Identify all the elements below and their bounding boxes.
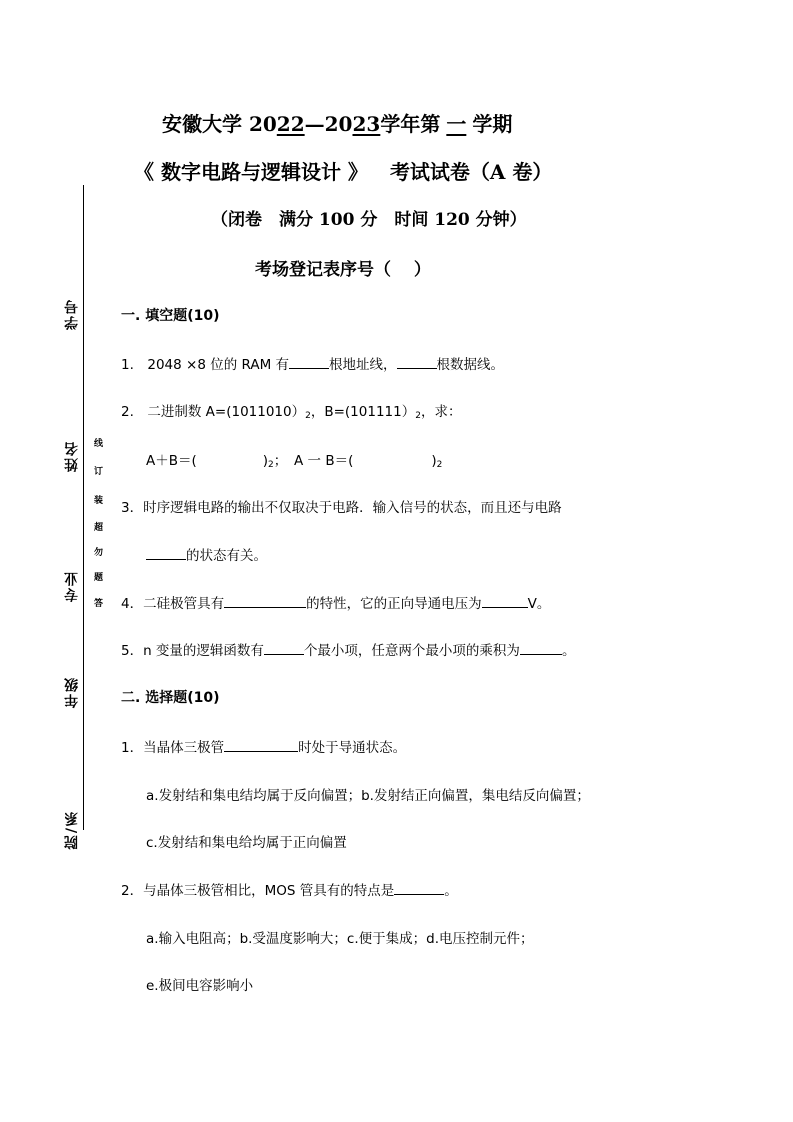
margin-department: 院/系: [64, 810, 80, 850]
question-2: 2. 二进制数 $A=(1011010)_2$，$B=(101111)_2$，求：: [121, 404, 462, 421]
margin-student-id: 学号: [64, 298, 80, 330]
margin-major: 专业: [64, 570, 80, 602]
section-choice-title: 二. 选择题(10): [121, 690, 220, 706]
question-1: 1. 2048 ×8 位的 RAM 有 根地址线， 根数据线。: [121, 353, 504, 373]
choice-question-1: 1．当晶体三极管 时处于导通状态。: [121, 736, 406, 756]
margin-note-char: 线: [94, 439, 104, 449]
question-3: 3．时序逻辑电路的输出不仅取决于电路．输入信号的状态，而且还与电路: [121, 500, 562, 516]
margin-note-char: 勿: [94, 548, 104, 558]
register-number: 考场登记表序号（ ）: [255, 260, 431, 280]
question-3-cont: 的状态有关。: [146, 544, 267, 564]
exam-subtitle: （闭卷 满分 100 分 时间 120 分钟）: [211, 210, 527, 230]
header-line1: 安徽大学 2022—2023学年第 一 学期: [162, 112, 513, 136]
choice-question-2: 2．与晶体三极管相比，MOS 管具有的特点是 。: [121, 879, 458, 899]
question-5: 5．n 变量的逻辑函数有 个最小项，任意两个最小项的乘积为 。: [121, 639, 575, 659]
margin-note-char: 答: [94, 599, 104, 609]
margin-name: 姓名: [64, 440, 80, 472]
question-4: 4．二硅极管具有 的特性，它的正向导通电压为 V。: [121, 592, 550, 612]
margin-note-char: 装: [94, 496, 104, 506]
margin-note-char: 超: [94, 523, 104, 533]
binding-line: [83, 185, 84, 830]
margin-note-char: 题: [94, 573, 104, 583]
choice-2-options: a.输入电阻高；b.受温度影响大；c.便于集成；d.电压控制元件；: [146, 931, 534, 947]
choice-1-option-c: c.发射结和集电给均属于正向偏置: [146, 835, 347, 851]
margin-note-char: 订: [94, 467, 104, 477]
course-title: 《 数字电路与逻辑设计 》 考试试卷（A 卷）: [134, 160, 553, 184]
question-2-answer-line: A＋B＝( )$_2$； A 一 B＝( )$_2$: [146, 453, 443, 470]
choice-2-option-e: e.极间电容影响小: [146, 978, 254, 994]
section-fill-title: 一. 填空题(10): [121, 308, 220, 324]
margin-grade: 年级: [64, 676, 80, 708]
choice-1-options-a-b: a.发射结和集电结均属于反向偏置；b.发射结正向偏置，集电结反向偏置；: [146, 788, 590, 804]
